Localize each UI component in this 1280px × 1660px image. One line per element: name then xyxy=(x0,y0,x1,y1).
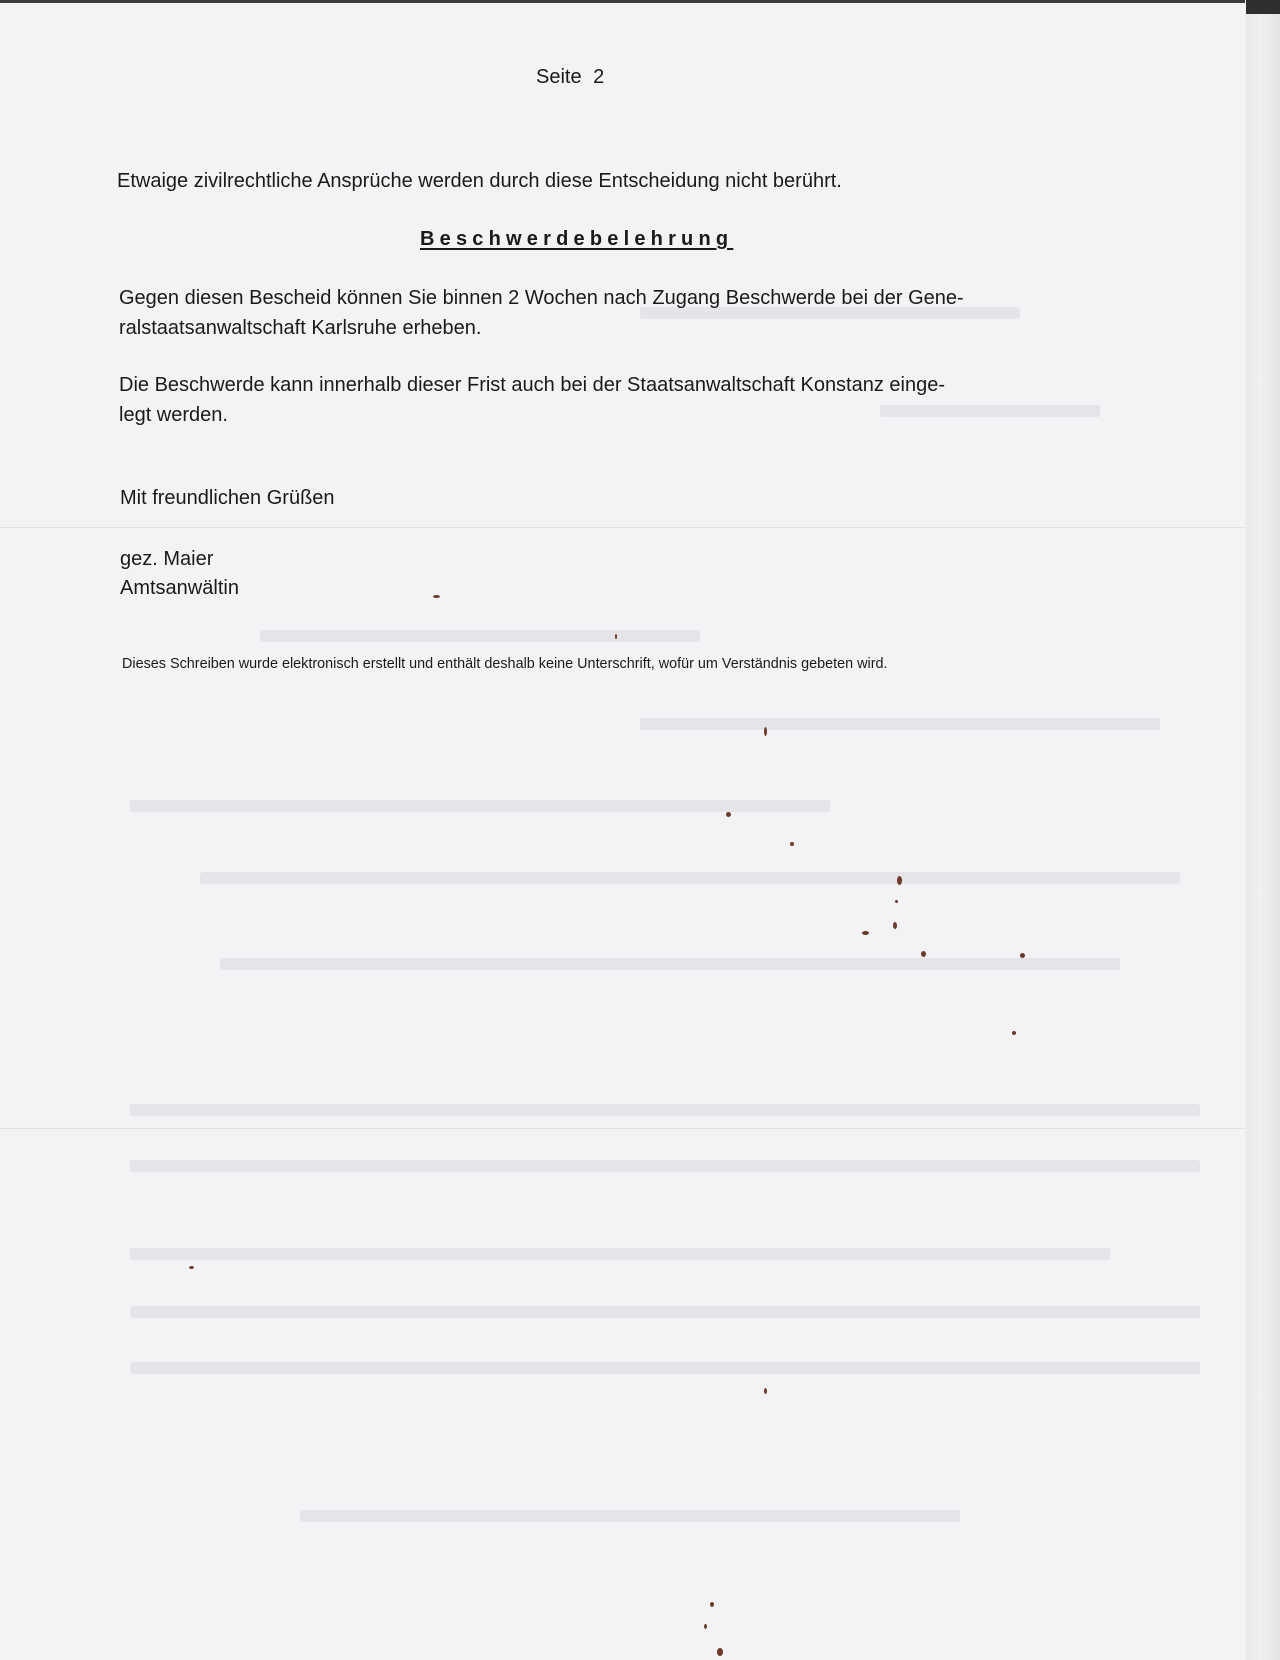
scan-top-edge xyxy=(0,0,1245,3)
scan-speck xyxy=(893,922,897,929)
paragraph-line: Die Beschwerde kann innerhalb dieser Frist auch bei der Staatsanwaltschaft Konstanz einge- xyxy=(119,374,946,396)
show-through-text xyxy=(200,872,1180,884)
scan-speck xyxy=(710,1602,714,1607)
scan-speck xyxy=(897,876,902,885)
appeal-paragraph-2 xyxy=(119,370,945,430)
scan-speck xyxy=(717,1648,723,1656)
show-through-text xyxy=(130,800,830,812)
scan-speck xyxy=(764,1388,767,1394)
show-through-text xyxy=(130,1160,1200,1172)
signer-title: Amtsanwältin xyxy=(120,577,239,599)
page-number: Seite 2 xyxy=(536,66,605,88)
scan-speck xyxy=(895,900,898,903)
show-through-text xyxy=(260,630,700,642)
show-through-text xyxy=(130,1104,1200,1116)
scan-speck xyxy=(433,595,440,598)
show-through-text xyxy=(220,958,1120,970)
paper-fold-line xyxy=(0,527,1246,529)
signature-block xyxy=(120,545,239,603)
scan-speck xyxy=(921,951,926,957)
paragraph-line: Gegen diesen Bescheid können Sie binnen 2 Wochen nach Zugang Beschwerde bei der Gene- xyxy=(119,287,964,309)
show-through-text xyxy=(130,1362,1200,1374)
appeal-paragraph-1 xyxy=(119,283,964,343)
signer-name: gez. Maier xyxy=(120,548,214,570)
electronic-signature-note: Dieses Schreiben wurde elektronisch erstellt und enthält deshalb keine Unterschrift, wofür um Verständnis gebeten wird. xyxy=(122,656,888,672)
show-through-text xyxy=(640,718,1160,730)
scan-speck xyxy=(726,812,731,817)
scan-speck xyxy=(862,931,869,935)
scan-speck xyxy=(189,1266,194,1269)
show-through-text xyxy=(130,1306,1200,1318)
scan-speck xyxy=(704,1624,707,1629)
intro-sentence: Etwaige zivilrechtliche Ansprüche werden durch diese Entscheidung nicht berührt. xyxy=(117,170,842,192)
scan-speck xyxy=(790,842,794,846)
scan-corner-shadow xyxy=(1246,0,1280,14)
closing-salutation: Mit freundlichen Grüßen xyxy=(120,487,335,509)
paper-fold-line xyxy=(0,1128,1246,1130)
section-heading: Beschwerdebelehrung xyxy=(420,228,734,250)
paragraph-line: ralstaatsanwaltschaft Karlsruhe erheben. xyxy=(119,317,482,339)
show-through-text xyxy=(130,1248,1110,1260)
scan-speck xyxy=(1020,953,1025,958)
paragraph-line: legt werden. xyxy=(119,404,228,426)
scan-right-edge xyxy=(1246,0,1280,1660)
scan-speck xyxy=(615,634,617,639)
scan-speck xyxy=(1012,1031,1016,1035)
scan-speck xyxy=(764,727,767,736)
show-through-text xyxy=(300,1510,960,1522)
